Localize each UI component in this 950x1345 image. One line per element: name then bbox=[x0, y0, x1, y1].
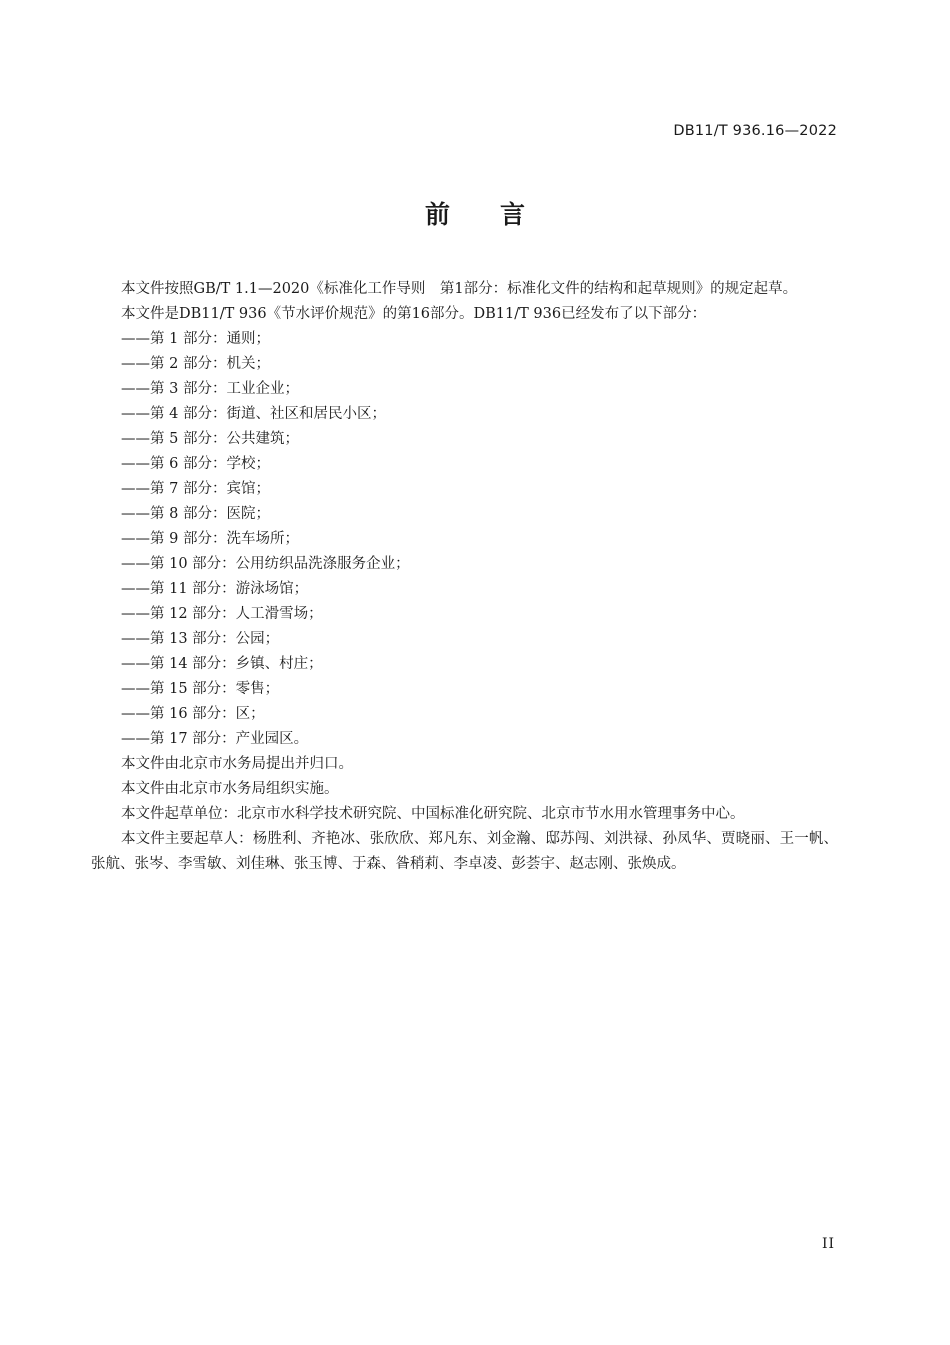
list-item: ——第 1 部分：通则； bbox=[121, 331, 270, 347]
list-item: ——第 5 部分：公共建筑； bbox=[121, 431, 299, 447]
implementer-paragraph: 本文件由北京市水务局组织实施。 bbox=[121, 781, 339, 797]
page-number: II bbox=[821, 1236, 835, 1252]
list-item: ——第 8 部分：医院； bbox=[121, 506, 270, 522]
drafting-basis-paragraph: 本文件按照GB/T 1.1—2020《标准化工作导则 第1部分：标准化文件的结构和起草规则》的规定起草。 bbox=[121, 281, 798, 297]
proposer-paragraph: 本文件由北京市水务局提出并归口。 bbox=[121, 756, 353, 772]
list-item: ——第 13 部分：公园； bbox=[121, 631, 280, 647]
foreword-body bbox=[91, 277, 838, 877]
title-char-2: 言 bbox=[500, 200, 526, 229]
list-item: ——第 16 部分：区； bbox=[121, 706, 265, 722]
list-item: ——第 3 部分：工业企业； bbox=[121, 381, 299, 397]
list-item: ——第 7 部分：宾馆； bbox=[121, 481, 270, 497]
list-item: ——第 11 部分：游泳场馆； bbox=[121, 581, 309, 597]
list-item: ——第 17 部分：产业园区。 bbox=[121, 731, 309, 747]
list-item: ——第 6 部分：学校； bbox=[121, 456, 270, 472]
drafters-paragraph: 本文件主要起草人：杨胜利、齐艳冰、张欣欣、郑凡东、刘金瀚、邸苏闯、刘洪禄、孙凤华、贾晓丽、王一帆、张航、张岑、李雪敏、刘佳琳、张玉博、于森、昝稍莉、李卓凌、彭荟宇、赵志刚、张焕成。 bbox=[91, 831, 838, 872]
page-title bbox=[0, 195, 950, 231]
drafting-units-paragraph: 本文件起草单位：北京市水科学技术研究院、中国标准化研究院、北京市节水用水管理事务中心。 bbox=[121, 806, 745, 822]
parts-list bbox=[91, 327, 838, 752]
list-item: ——第 9 部分：洗车场所； bbox=[121, 531, 299, 547]
list-item: ——第 12 部分：人工滑雪场； bbox=[121, 606, 323, 622]
document-number: DB11/T 936.16—2022 bbox=[673, 123, 837, 139]
title-char-1: 前 bbox=[424, 200, 450, 229]
list-item: ——第 4 部分：街道、社区和居民小区； bbox=[121, 406, 386, 422]
list-item: ——第 14 部分：乡镇、村庄； bbox=[121, 656, 323, 672]
list-item: ——第 15 部分：零售； bbox=[121, 681, 280, 697]
series-statement-paragraph: 本文件是DB11/T 936《节水评价规范》的第16部分。DB11/T 936已经发布了以下部分： bbox=[121, 306, 707, 322]
list-item: ——第 2 部分：机关； bbox=[121, 356, 270, 372]
list-item: ——第 10 部分：公用纺织品洗涤服务企业； bbox=[121, 556, 410, 572]
